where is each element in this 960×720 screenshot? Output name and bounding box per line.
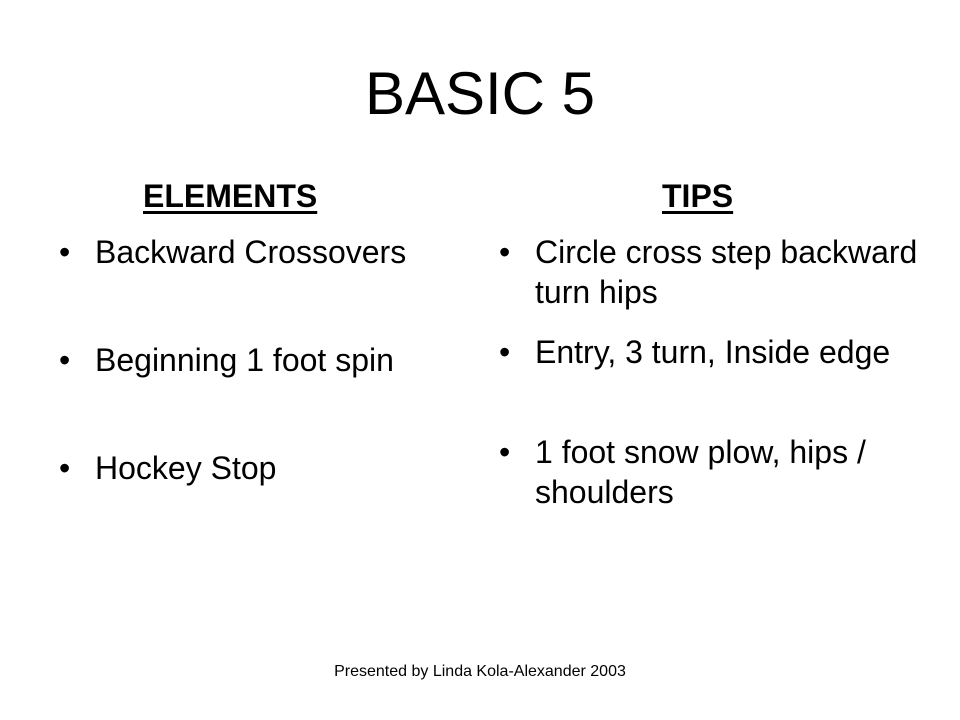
- elements-item: [59, 448, 495, 488]
- slide-title: BASIC 5: [364, 60, 596, 127]
- tips-item: [499, 232, 925, 312]
- bullet-icon: •: [499, 234, 511, 270]
- elements-item: [59, 340, 495, 380]
- elements-item-text: Beginning 1 foot spin: [95, 342, 394, 378]
- elements-item-text: Hockey Stop: [95, 450, 277, 486]
- bullet-icon: •: [59, 450, 71, 486]
- bullet-icon: •: [499, 334, 511, 370]
- bullet-icon: •: [59, 234, 71, 270]
- tips-item: [499, 432, 925, 512]
- slide-footer: Presented by Linda Kola-Alexander 2003: [334, 663, 626, 680]
- tips-item-text: 1 foot snow plow, hips / shoulders: [535, 434, 866, 510]
- tips-item-text: Entry, 3 turn, Inside edge: [535, 334, 891, 370]
- elements-item: [59, 232, 495, 272]
- tips-heading: TIPS: [662, 178, 734, 214]
- elements-heading: ELEMENTS: [143, 178, 318, 214]
- tips-item: [499, 332, 925, 372]
- tips-item-text: Circle cross step backward turn hips: [535, 234, 918, 310]
- bullet-icon: •: [499, 434, 511, 470]
- elements-item-text: Backward Crossovers: [95, 234, 407, 270]
- bullet-icon: •: [59, 342, 71, 378]
